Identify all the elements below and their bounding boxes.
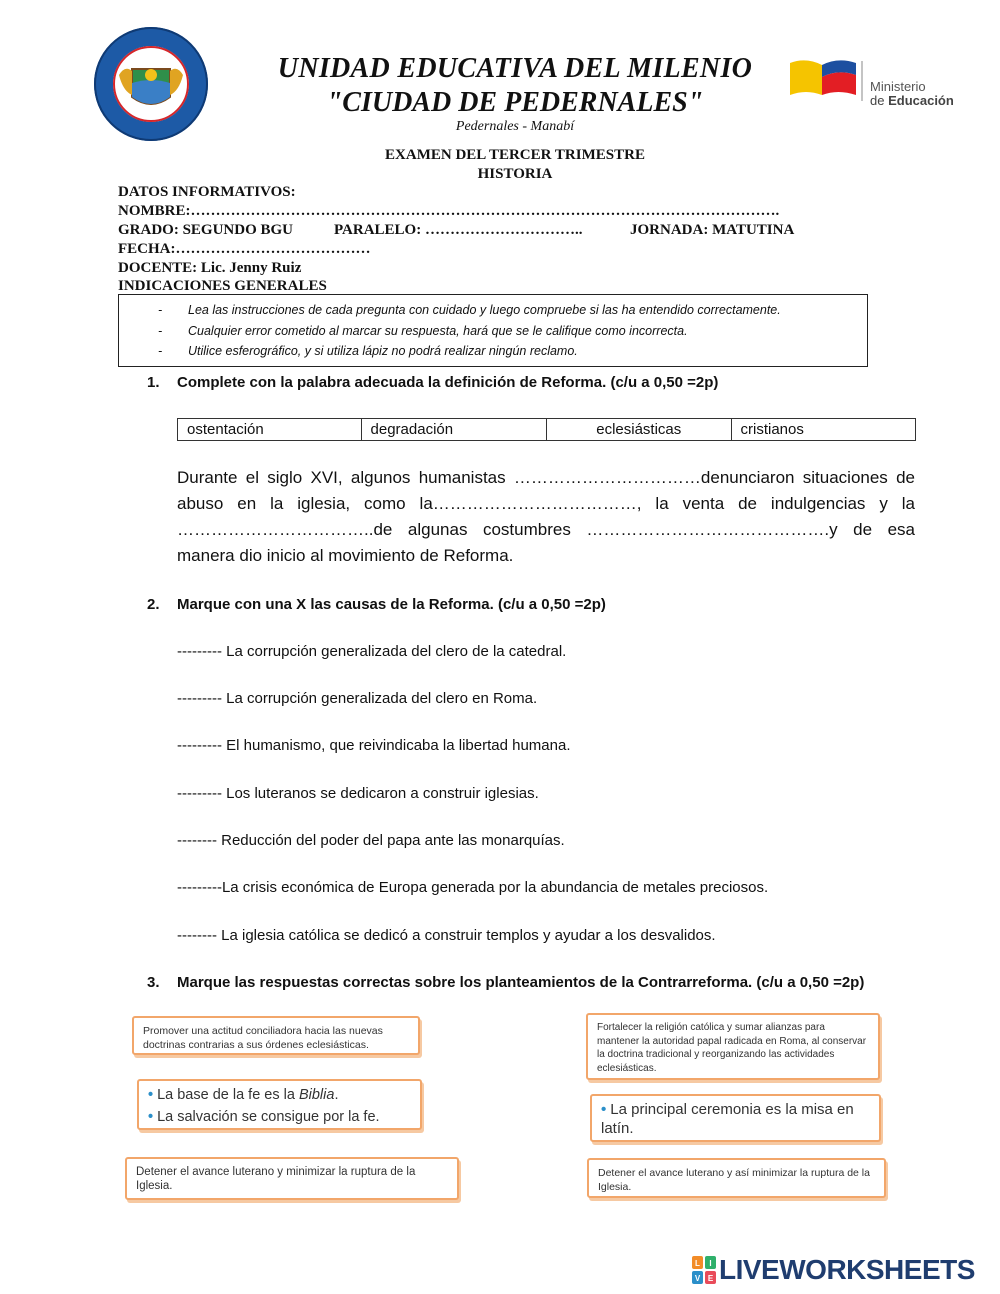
date-field[interactable]: FECHA:…………………………………	[118, 241, 371, 257]
cause-option[interactable]: --------- La corrupción generalizada del clero en Roma.	[177, 690, 538, 707]
exam-title: EXAMEN DEL TERCER TRIMESTRE	[385, 147, 645, 163]
q3-text: Marque las respuestas correctas sobre los planteamientos de la Contrarreforma. (c/u a 0,50 =2p)	[177, 974, 865, 991]
parallel-field[interactable]: PARALELO: …………………………..	[334, 222, 583, 238]
card-bullet-line: • La base de la fe es la Biblia.	[148, 1087, 339, 1103]
cause-option[interactable]: --------- El humanismo, que reivindicaba la libertad humana.	[177, 737, 571, 754]
info-heading: DATOS INFORMATIVOS:	[118, 184, 296, 200]
indications-heading: INDICACIONES GENERALES	[118, 278, 327, 294]
brand-tile-letter: L	[695, 1259, 700, 1268]
liveworksheets-brand: LIVEWORKSHEETS	[719, 1254, 975, 1285]
answer-card-stop-lutheran-2[interactable]: Detener el avance luterano y así minimizar la ruptura de la Iglesia.	[587, 1158, 886, 1198]
word-bank-table	[177, 418, 916, 441]
word-bank-cell[interactable]: eclesiásticas	[547, 419, 731, 440]
q3-number: 3.	[147, 974, 160, 991]
word-bank-cell[interactable]: cristianos	[740, 421, 804, 438]
answer-card-conciliatory[interactable]: Promover una actitud conciliadora hacia las nuevas doctrinas contrarias a sus órdenes eclesiásticas.	[132, 1016, 420, 1055]
answer-card-strengthen[interactable]: Fortalecer la religión católica y sumar alianzas para mantener la autoridad papal radicada en Roma, al conservar la doctrina tradicional y reorganizando las actividades eclesiásticas.	[586, 1013, 880, 1080]
ministry-line2: de Educación	[870, 93, 954, 108]
instruction-item: - Utilice esferográfico, y si utiliza lápiz no podrá realizar ningún reclamo.	[158, 344, 578, 358]
liveworksheets-tiles-icon	[692, 1256, 716, 1284]
school-logo	[92, 25, 210, 143]
answer-card-stop-lutheran[interactable]: Detener el avance luterano y minimizar la ruptura de la Iglesia.	[125, 1157, 459, 1200]
school-name: UNIDAD EDUCATIVA DEL MILENIO	[277, 53, 753, 84]
q2-text: Marque con una X las causas de la Reforma. (c/u a 0,50 =2p)	[177, 596, 606, 613]
answer-card-mass[interactable]: • La principal ceremonia es la misa en latín.	[590, 1094, 881, 1142]
teacher-label: DOCENTE: Lic. Jenny Ruiz	[118, 260, 302, 276]
answer-card-bible[interactable]	[137, 1079, 422, 1130]
cause-option[interactable]: --------- Los luteranos se dedicaron a construir iglesias.	[177, 785, 539, 802]
q1-text: Complete con la palabra adecuada la definición de Reforma. (c/u a 0,50 =2p)	[177, 374, 719, 391]
brand-tile-letter: V	[694, 1274, 701, 1283]
reform-paragraph[interactable]: Durante el siglo XVI, algunos humanistas ……………………………denunciaron situaciones de abuso en la iglesia, como la………………………………, la venta de indulgencias y la ……………………………..de algunas costumbres …………………………………….y de esa manera dio inicio al movimiento de Reforma.	[177, 468, 915, 565]
grade-label: GRADO: SEGUNDO BGU	[118, 222, 294, 238]
brand-tile-letter: I	[709, 1259, 712, 1268]
school-location: Pedernales - Manabí	[455, 119, 575, 134]
cause-option[interactable]: -------- La iglesia católica se dedicó a construir templos y ayudar a los desvalidos.	[177, 927, 716, 944]
word-bank-cell[interactable]: degradación	[362, 419, 548, 440]
instruction-item: - Cualquier error cometido al marcar su respuesta, hará que se le califique como incorrecta.	[158, 324, 688, 338]
card-bullet-line: • La salvación se consigue por la fe.	[148, 1109, 380, 1125]
name-field[interactable]: NOMBRE:……………………………………………………………………………………………………….	[118, 203, 780, 219]
cause-option[interactable]: --------- La corrupción generalizada del clero de la catedral.	[177, 643, 567, 660]
q1-number: 1.	[147, 374, 160, 391]
schedule-label: JORNADA: MATUTINA	[630, 222, 795, 238]
cause-option[interactable]: -------- Reducción del poder del papa ante las monarquías.	[177, 832, 565, 849]
ministry-name	[870, 80, 954, 108]
school-city: "CIUDAD DE PEDERNALES"	[326, 87, 704, 118]
cause-option[interactable]: ---------La crisis económica de Europa generada por la abundancia de metales preciosos.	[177, 879, 769, 896]
instruction-item: - Lea las instrucciones de cada pregunta con cuidado y luego compruebe si las ha entendido correctamente.	[158, 303, 781, 317]
ministry-line1: Ministerio	[870, 79, 926, 94]
exam-subject: HISTORIA	[477, 166, 553, 182]
word-bank-cell[interactable]: ostentación	[178, 419, 362, 440]
liveworksheets-logo	[692, 1255, 975, 1285]
q2-number: 2.	[147, 596, 160, 613]
brand-tile-letter: E	[707, 1274, 714, 1283]
